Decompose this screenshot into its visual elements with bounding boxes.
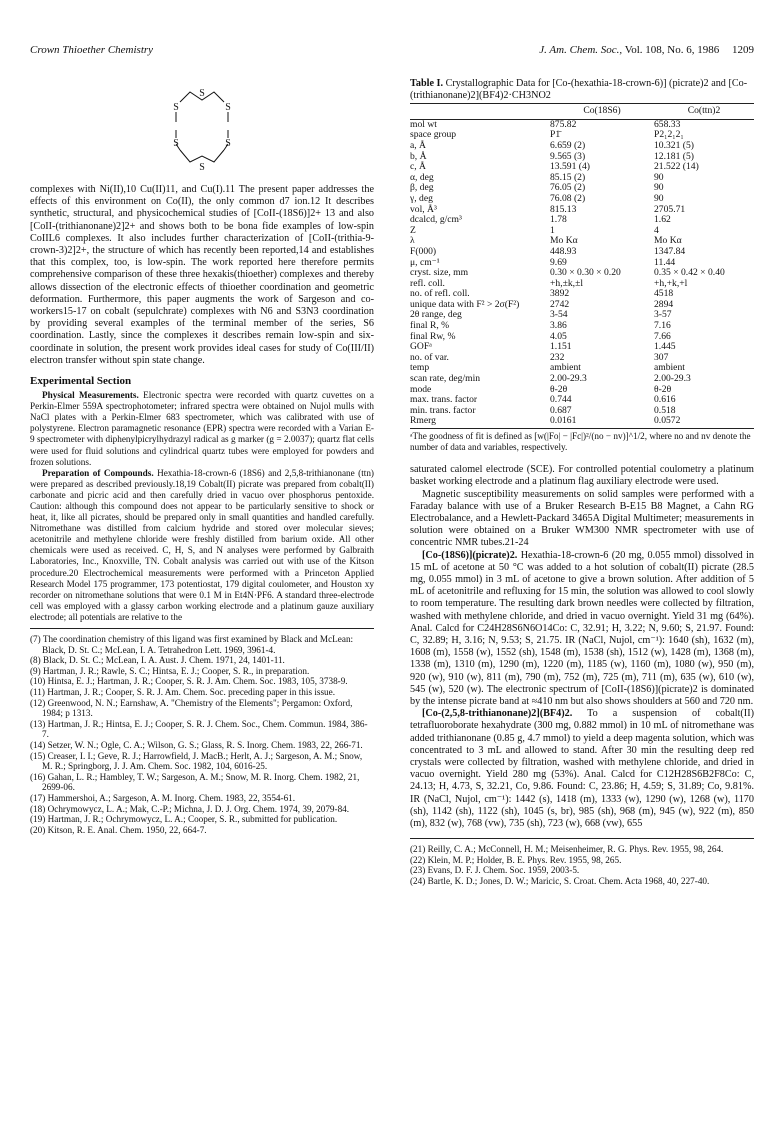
intro-paragraph: complexes with Ni(II),10 Cu(II)11, and Cu(I).11 The present paper addresses the effects of this environment on Co(II), the only common d7 ion.12 It describes synthetic, structural, and physicochemical studies of [CoII-(18S6)]2+ 13 and also [CoII-(trithianonane)2]2+ and shows both to be bona fide examples of low-spin CoIIL6 complexes. It also includes further characterization of [CoII-(trithia-9-crown-3)2]2+, the structure of which has recently been reported,14 and establishes that this complex, too, is low-spin. The work reported here therefore permits comprehensive comparison of these three hexakis(thioether) complexes and thereby allows dissection of the electronic effects of thioether coordination and geometric deformation. Furthermore, this paper augments the work of Sargeson and co-workers15-17 on cobalt (sepulchrate) complexes with N6 and S3N3 coordination by providing several examples of the terminal member of the series, S6 coordination. Lastly, since the complexes it describes remain low-spin and six-coordinate in solution, the present work provides ideal cases for study of Co(III/II) electron transfer without spin state change. bbox=[30, 184, 374, 366]
table-cell: 1347.84 bbox=[654, 245, 686, 257]
table-cell: 0.616 bbox=[654, 394, 676, 406]
table-cell: 13.591 (4) bbox=[550, 161, 590, 173]
table-cell: 232 bbox=[550, 351, 565, 363]
table-row bbox=[410, 332, 754, 343]
table-row-label: final Rw, % bbox=[410, 330, 456, 342]
footnotes-left bbox=[30, 634, 374, 835]
footnote: (16) Gahan, L. R.; Hambley, T. W.; Sargeson, A. M.; Snow, M. R. Inorg. Chem. 1982, 21, 2699-06. bbox=[30, 771, 360, 793]
left-column bbox=[30, 78, 374, 835]
footnote-divider bbox=[410, 838, 754, 839]
sulfur-atom-label: S bbox=[173, 102, 179, 113]
table-row-label: Rmerg bbox=[410, 416, 550, 428]
running-header-title: Crown Thioether Chemistry bbox=[30, 44, 154, 56]
table-cell: 3-57 bbox=[654, 309, 672, 321]
sulfur-atom-label: S bbox=[173, 138, 179, 149]
table-row-label: space group bbox=[410, 129, 457, 141]
table-cell: 2894 bbox=[654, 298, 674, 310]
table-cell: 0.518 bbox=[654, 404, 676, 416]
table-row-label: no. of var. bbox=[410, 351, 449, 363]
table-cell: 0.30 × 0.30 × 0.20 bbox=[550, 267, 621, 279]
table-row bbox=[410, 215, 754, 226]
table-row-label: GOFᵃ bbox=[410, 341, 432, 353]
table-cell: 85.15 (2) bbox=[550, 171, 586, 183]
table-cell: 10.321 (5) bbox=[654, 139, 694, 151]
table-row-label: Z bbox=[410, 224, 416, 236]
physical-measurements-paragraph: Physical Measurements. Electronic spectra were recorded with quartz cuvettes on a Perkin-Elmer 559A spectrophotometer; infrared spectra were obtained on Nujol mulls with NaCl plates with a Perkin-Elmer 683 spectrometer, which was calibrated with use of polystyrene. Electron paramagnetic resonance (EPR) spectra were recorded with a Varian E-9 spectrometer with diphenylpicrylhydrazyl radical as g marker (g = 2.0037); quartz flat cells were used for fluid solutions and cylindrical quartz tubes were employed for powders and frozen solutions. bbox=[30, 390, 374, 467]
table-cell: Mo Kα bbox=[654, 235, 682, 247]
footnote: (21) Reilly, C. A.; McConnell, H. M.; Meisenheimer, R. G. Phys. Rev. 1955, 98, 264. bbox=[410, 844, 724, 855]
paragraph-title: [Co-(18S6)](picrate)2. bbox=[422, 549, 518, 561]
table-header-col2: Co(ttn)2 bbox=[654, 104, 754, 120]
table-row-label: dcalcd, g/cm³ bbox=[410, 214, 462, 226]
table-cell: 6.659 (2) bbox=[550, 139, 586, 151]
table-row-label: final R, % bbox=[410, 320, 450, 332]
table-row bbox=[410, 416, 754, 428]
table-cell: 21.522 (14) bbox=[654, 161, 699, 173]
table-cell: Mo Kα bbox=[550, 235, 578, 247]
paragraph-title: Preparation of Compounds. bbox=[42, 467, 154, 478]
table-row-label: vol, Å³ bbox=[410, 203, 437, 215]
table-cell: ambient bbox=[654, 362, 685, 374]
table-cell: 90 bbox=[654, 192, 664, 204]
table-cell: 3892 bbox=[550, 288, 570, 300]
table-row bbox=[410, 141, 754, 152]
table-row-label: μ, cm⁻¹ bbox=[410, 256, 440, 268]
table-row-label: scan rate, deg/min bbox=[410, 373, 481, 385]
table-row bbox=[410, 119, 754, 130]
table-cell: P1̄ bbox=[550, 129, 561, 141]
running-header-citation bbox=[539, 44, 754, 56]
right-column bbox=[410, 78, 754, 887]
table-cell: 9.565 (3) bbox=[550, 150, 586, 162]
table-cell: 3-54 bbox=[550, 309, 568, 321]
table-row-label: β, deg bbox=[410, 182, 434, 194]
table-row-label: γ, deg bbox=[410, 192, 433, 204]
table-row bbox=[410, 321, 754, 332]
paragraph-title: Physical Measurements. bbox=[42, 390, 139, 401]
footnotes-right bbox=[410, 844, 754, 886]
table-cell: 1.78 bbox=[550, 214, 567, 226]
table-cell: 90 bbox=[654, 171, 664, 183]
table-cell: 307 bbox=[654, 351, 669, 363]
table-cell: 0.35 × 0.42 × 0.40 bbox=[654, 267, 725, 279]
volume-info: Vol. 108, No. 6, 1986 bbox=[624, 44, 720, 56]
table-cell: +h,+k,+l bbox=[654, 277, 688, 289]
footnote: (7) The coordination chemistry of this ligand was first examined by Black and McLean: Black, D. St. C.; McLean, I. A. Tetrahedron Lett. 1969, 3961-4. bbox=[30, 634, 354, 655]
table-cell: ambient bbox=[550, 362, 581, 374]
magnetic-paragraph: Magnetic susceptibility measurements on solid samples were performed with a Faraday balance with use of a Bruker Research B-E15 B8 Magnet, a Cahn RG Electrobalance, and a Hewlett-Packard 3465A Digital Multimeter; measurements in solution were obtained on a Bruker WM300 NMR spectrometer with use of concentric NMR tubes.21-24 bbox=[410, 488, 754, 549]
hexathia-crown-structure bbox=[142, 78, 262, 178]
table-cell: 1.62 bbox=[654, 214, 671, 226]
co-ttn-prep-paragraph: [Co-(2,5,8-trithianonane)2](BF4)2. To a suspension of cobalt(II) tetrafluoroborate hexahydrate (300 mg, 0.882 mmol) in 10 mL of nitromethane was added trithianonane (0.85 g, 4.7 mmol) to yield a deep magenta solution, which was concentrated to 3 mL and allowed to stand. After 30 min the resulting deep red crystals were collected by filtration, washed with methylene chloride, and dried in vacuo overnight. Yield 280 mg (53%). Anal. Calcd for C12H28S6B2F8Co: C, 24.13; H, 4.73, S, 32.21, Co, 9.86. Found: C, 23.86; H, 4.59; S, 31.89; Co, 9.81%. IR (NaCl, Nujol, cm⁻¹): 1442 (s), 1418 (m), 1333 (w), 1290 (w), 1268 (w), 1170 (sh), 1142 (sh), 1122 (sh), 1045 (s, br), 985 (sh), 968 (m), 945 (w), 922 (m), 850 (m), 832 (w), 768 (vw), 735 (sh), 723 (w), 668 (vw), 655 bbox=[410, 708, 754, 830]
table-cell: θ-2θ bbox=[654, 383, 672, 395]
table-cell: 2742 bbox=[550, 298, 570, 310]
table-row-label: mol wt bbox=[410, 118, 437, 130]
preparation-paragraph: Preparation of Compounds. Hexathia-18-crown-6 (18S6) and 2,5,8-trithianonane (ttn) were prepared as described previously.18,19 Cobalt(II) picrate was prepared from cobalt(II) carbonate and picric acid and then carefully dried in vacuo over phosphorus pentoxide. Caution: although this compound does not appear to be particularly sensitive to shock or heat, it, like all picrates, should be prepared only in small quantities and handled carefully. Nitromethane was distilled from calcium hydride and stored over molecular sieves; acetonitrile and methylene chloride were freshly distilled from barium oxide. All other chemicals were used as received. C, H, S, and N analyses were performed by Galbraith Laboratories, Inc., Knoxville, TN. Cobalt analysis was carried out with use of the Kitson procedure.20 Electrochemical measurements were performed with a Princeton Applied Research Model 175 programmer, 173 potentiostat, 179 digital coulometer, and Houston xy recorder on nitromethane solutions that were 0.1 M in Et4N·PF6. A standard three-electrode cell was employed with a glassy carbon working electrode and a platinum gauze auxiliary electrode; all potentials are relative to the bbox=[30, 467, 374, 622]
table-row-label: unique data with F² > 2σ(F²) bbox=[410, 298, 520, 310]
table-cell: θ-2θ bbox=[550, 383, 568, 395]
table-cell: 0.687 bbox=[550, 404, 572, 416]
table-footnote: ᵃThe goodness of fit is defined as [w(|Fo| − |Fc|)²/(no − nv)]^1/2, where no and nv denote the number of data and variables, respectively. bbox=[410, 431, 751, 452]
table-cell: 2.00-29.3 bbox=[654, 373, 691, 385]
footnote: (13) Hartman, J. R.; Hintsa, E. J.; Cooper, S. R. J. Chem. Soc., Chem. Commun. 1984, 386-7. bbox=[30, 718, 368, 740]
page-number: 1209 bbox=[732, 44, 754, 56]
table-row bbox=[410, 226, 754, 237]
footnote: (19) Hartman, J. R.; Ochrymowycz, L. A.; Cooper, S. R., submitted for publication. bbox=[30, 814, 338, 825]
table-cell: 0.0572 bbox=[654, 416, 754, 428]
table-cell: 875.82 bbox=[550, 118, 577, 130]
footnote-divider bbox=[30, 628, 374, 629]
footnote: (11) Hartman, J. R.; Cooper, S. R. J. Am. Chem. Soc. preceding paper in this issue. bbox=[30, 686, 335, 697]
table-row bbox=[410, 353, 754, 364]
table-row-label: mode bbox=[410, 383, 432, 395]
table-cell: 11.44 bbox=[654, 256, 676, 268]
table-cell: 76.08 (2) bbox=[550, 192, 586, 204]
table-row bbox=[410, 374, 754, 385]
sulfur-atom-label: S bbox=[225, 138, 231, 149]
footnote: (14) Setzer, W. N.; Ogle, C. A.; Wilson, G. S.; Glass, R. S. Inorg. Chem. 1983, 22, 266-71. bbox=[30, 739, 363, 750]
paragraph-title: [Co-(2,5,8-trithianonane)2](BF4)2. bbox=[422, 708, 573, 720]
section-heading: Experimental Section bbox=[30, 375, 132, 388]
table-cell: 4.05 bbox=[550, 330, 567, 342]
footnote: (24) Bartle, K. D.; Jones, D. W.; Maricic, S. Croat. Chem. Acta 1968, 40, 227-40. bbox=[410, 876, 710, 887]
footnote: (18) Ochrymowycz, L. A.; Mak, C.-P.; Michna, J. D. J. Org. Chem. 1974, 39, 2079-84. bbox=[30, 803, 350, 814]
footnote: (9) Hartman, J. R.; Rawle, S. C.; Hintsa, E. J.; Cooper, S. R., in preparation. bbox=[30, 665, 310, 676]
table-row-label: cryst. size, mm bbox=[410, 267, 469, 279]
table-row-label: temp bbox=[410, 362, 430, 374]
sulfur-atom-label: S bbox=[199, 162, 205, 173]
table-cell: 7.66 bbox=[654, 330, 671, 342]
table-cell: 0.744 bbox=[550, 394, 572, 406]
table-row-label: max. trans. factor bbox=[410, 394, 478, 406]
table-cell: 7.16 bbox=[654, 320, 671, 332]
table-row-label: F(000) bbox=[410, 245, 437, 257]
sulfur-atom-label: S bbox=[199, 88, 205, 99]
table-cell: 1 bbox=[550, 224, 555, 236]
table-row bbox=[410, 342, 754, 353]
table-row-label: α, deg bbox=[410, 171, 434, 183]
table-cell: 90 bbox=[654, 182, 664, 194]
footnote: (8) Black, D. St. C.; McLean, I. A. Aust. J. Chem. 1971, 24, 1401-11. bbox=[30, 655, 285, 666]
table-cell: 3.86 bbox=[550, 320, 567, 332]
footnote: (17) Hammershoi, A.; Sargeson, A. M. Inorg. Chem. 1983, 22, 3554-61. bbox=[30, 792, 296, 803]
table-cell: 815.13 bbox=[550, 203, 577, 215]
footnote: (22) Klein, M. P.; Holder, B. E. Phys. Rev. 1955, 98, 265. bbox=[410, 854, 622, 865]
table-row-label: refl. coll. bbox=[410, 277, 445, 289]
table-row-label: b, Å bbox=[410, 150, 427, 162]
table-cell: 1.445 bbox=[654, 341, 676, 353]
sulfur-atom-label: S bbox=[225, 102, 231, 113]
footnote: (10) Hintsa, E. J.; Hartman, J. R.; Cooper, S. R. J. Am. Chem. Soc. 1983, 105, 3738-9. bbox=[30, 676, 348, 687]
table-cell: 4 bbox=[654, 224, 659, 236]
table-row bbox=[410, 406, 754, 417]
table-cell: 76.05 (2) bbox=[550, 182, 586, 194]
table-row-label: λ bbox=[410, 235, 415, 247]
footnote: (15) Creaser, I. I.; Geve, R. J.; Harrowfield, J. MacB.; Herlt, A. J.; Sargeson, A. M.; Snow, M. R.; Springborg, J. J. Am. Chem. Soc. 1982, 104, 6016-25. bbox=[30, 750, 363, 772]
table-cell: P2₁2₁2₁ bbox=[654, 129, 684, 141]
table-row-label: a, Å bbox=[410, 139, 426, 151]
table-cell: 1.151 bbox=[550, 341, 572, 353]
table-header-col1: Co(18S6) bbox=[550, 104, 654, 120]
table-cell: 658.33 bbox=[654, 118, 681, 130]
table-row bbox=[410, 236, 754, 247]
footnote: (20) Kitson, R. E. Anal. Chem. 1950, 22, 664-7. bbox=[30, 824, 207, 835]
table-cell: 12.181 (5) bbox=[654, 150, 694, 162]
journal-name: J. Am. Chem. Soc., bbox=[539, 44, 623, 56]
table-cell: 2.00-29.3 bbox=[550, 373, 587, 385]
footnote: (23) Evans, D. F. J. Chem. Soc. 1959, 2003-5. bbox=[410, 865, 580, 876]
table-cell: 0.0161 bbox=[550, 416, 654, 428]
footnote: (12) Greenwood, N. N.; Earnshaw, A. "Chemistry of the Elements"; Pergamon: Oxford, 1984; p 1313. bbox=[30, 697, 353, 719]
table-caption: Table I. Crystallographic Data for [Co-(hexathia-18-crown-6)] (picrate)2 and [Co-(trithianonane)2](BF4)2·CH3NO2 bbox=[410, 78, 748, 101]
table-row bbox=[410, 310, 754, 321]
table-row bbox=[410, 247, 754, 258]
crystallographic-data-table bbox=[410, 103, 754, 429]
table-cell: 4518 bbox=[654, 288, 674, 300]
table-row-label: 2θ range, deg bbox=[410, 309, 462, 321]
table-row-label: no. of refl. coll. bbox=[410, 288, 470, 300]
electrode-paragraph: saturated calomel electrode (SCE). For controlled potential coulometry a platinum basket working electrode and a platinum flag auxiliary electrode were used. bbox=[410, 464, 754, 488]
table-row bbox=[410, 194, 754, 205]
table-row-label: min. trans. factor bbox=[410, 404, 476, 416]
table-cell: +h,±k,±l bbox=[550, 277, 583, 289]
table-cell: 448.93 bbox=[550, 245, 577, 257]
table-cell: 9.69 bbox=[550, 256, 567, 268]
table-header-blank bbox=[410, 104, 550, 120]
co-18s6-prep-paragraph: [Co-(18S6)](picrate)2. Hexathia-18-crown-6 (20 mg, 0.055 mmol) dissolved in 15 mL of acetone at 50 °C was added to a hot solution of cobalt(II) picrate (28.5 mg, 0.055 mmol) in 3 mL of acetone to give a brown solution. After addition of 5 mL of acetonitrile and refluxing for 15 min, the solution was allowed to cool slowly to room temperature. The resulting dark brown needles were collected by filtration, washed with methylene chloride, and dried in vacuo overnight. Yield 31 mg (64%). Anal. Calcd for C24H28S6N6O14Co: C, 32.91; H, 3.22; N, 9.60; S, 21.97. Found: C, 32.89; H, 3.16; N, 9.53; S, 21.75. IR (NaCl, Nujol, cm⁻¹): 1640 (sh), 1632 (m), 1608 (m), 1558 (w), 1552 (sh), 1548 (m), 1538 (sh), 1512 (w), 1428 (m), 1368 (m), 1338 (m), 1310 (m), 1290 (m), 1220 (m), 1185 (w), 1160 (m), 1080 (w), 950 (m), 920 (w), 910 (w), 811 (m), 790 (m), 752 (m), 725 (m), 711 (m), 635 (w), 610 (w), 545 (w), 520 (w). The electronic spectrum of [CoII-(18S6)](picrate)2 is dominated by the intense picrate band at ≈410 nm but also shows shoulders at 560 and 720 nm. bbox=[410, 549, 755, 708]
table-cell: 2705.71 bbox=[654, 203, 686, 215]
table-row-label: c, Å bbox=[410, 161, 426, 173]
